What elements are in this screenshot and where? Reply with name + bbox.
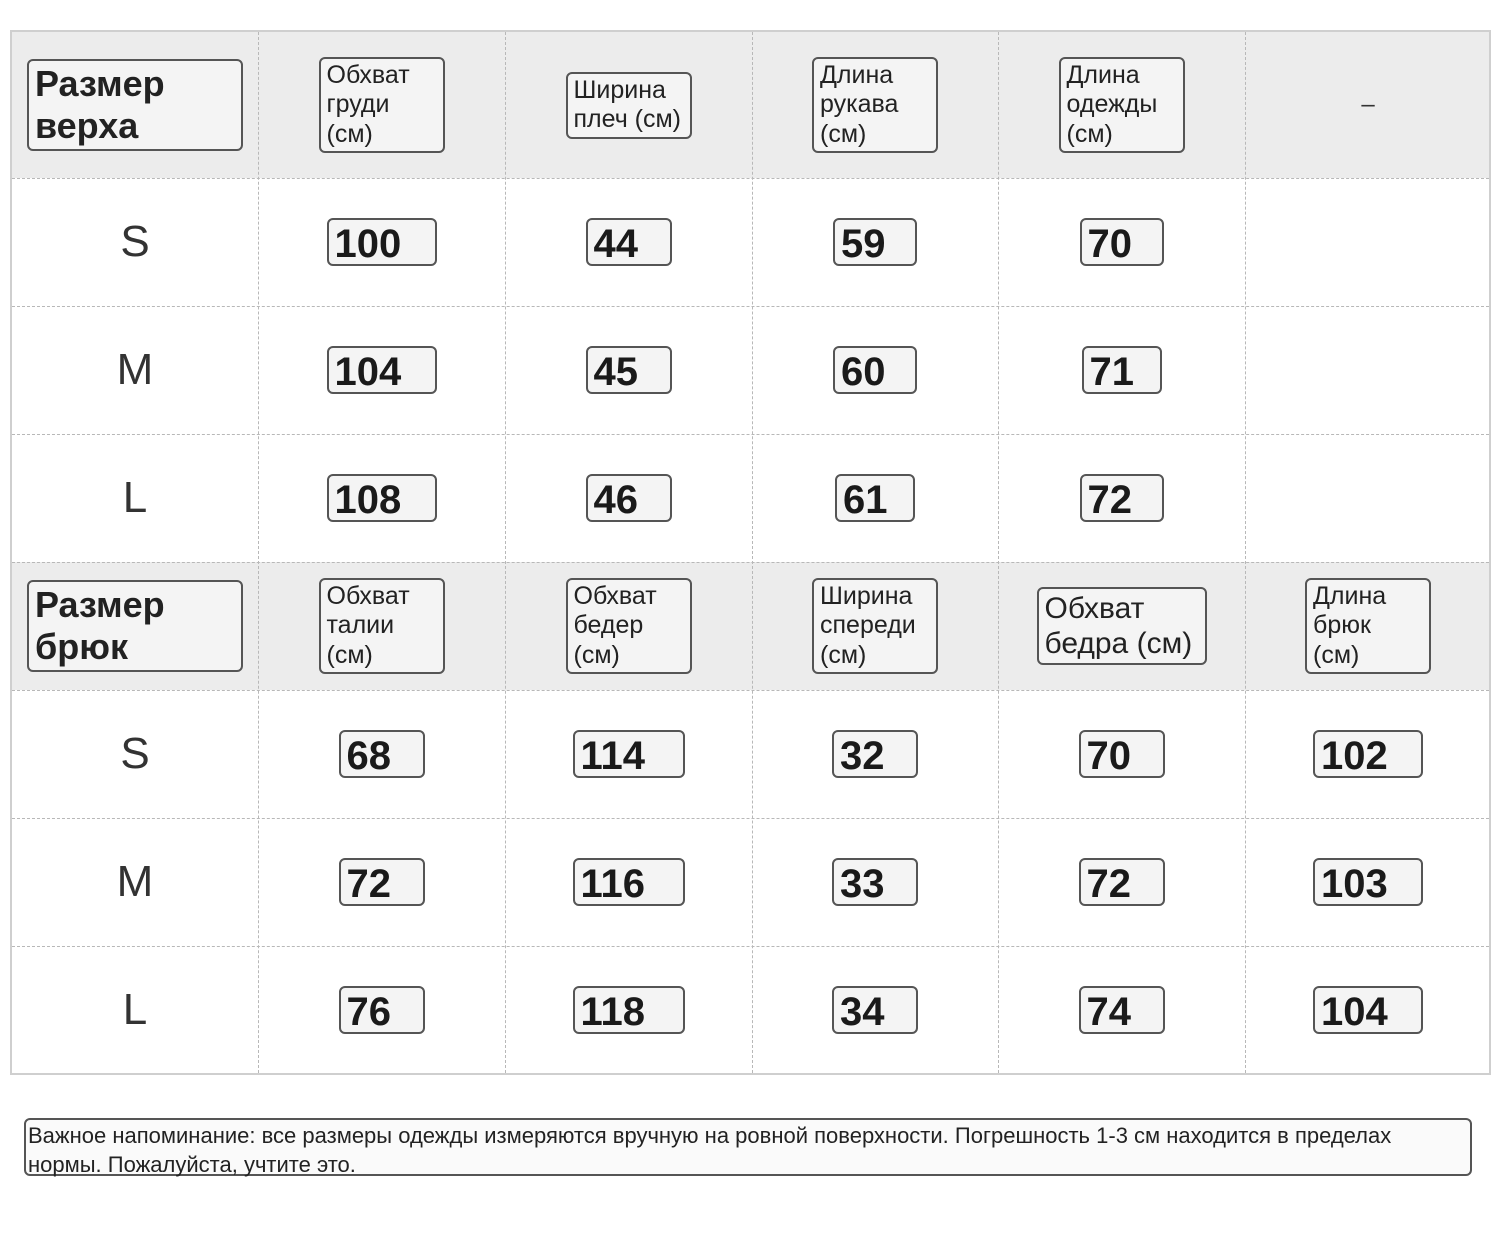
shoulder-value: 44 (586, 218, 672, 266)
size-cell (12, 434, 258, 562)
value-cell (258, 434, 505, 562)
tops-header-cell (505, 32, 752, 178)
value-cell (1245, 946, 1491, 1074)
tops-header-cell (998, 32, 1245, 178)
length-value: 71 (1082, 346, 1162, 394)
pants-length-value: 103 (1313, 858, 1423, 906)
value-cell (752, 178, 998, 306)
sleeve-value: 60 (833, 346, 917, 394)
pants-header-cell (998, 562, 1245, 690)
measurement-note: Важное напоминание: все размеры одежды измеряются вручную на ровной поверхности. Погрешность 1-3 см находится в пределах нормы. Пожалуйста, учтите это. (24, 1118, 1472, 1176)
value-cell (752, 306, 998, 434)
value-cell (752, 946, 998, 1074)
value-cell (998, 818, 1245, 946)
tops-size-header: Размер верха (27, 59, 243, 152)
waist-header: Обхват талии (см) (319, 578, 445, 675)
tops-header-cell (752, 32, 998, 178)
chest-header: Обхват груди (см) (319, 57, 445, 154)
value-cell (998, 178, 1245, 306)
tops-header-cell (258, 32, 505, 178)
value-cell (998, 306, 1245, 434)
shoulder-header: Ширина плеч (см) (566, 72, 692, 139)
pants-header-cell (752, 562, 998, 690)
size-label: L (122, 473, 148, 522)
pants-length-header: Длина брюк (см) (1305, 578, 1431, 675)
chest-value: 100 (327, 218, 437, 266)
thigh-value: 72 (1079, 858, 1165, 906)
length-value: 70 (1080, 218, 1164, 266)
garment-length-header: Длина одежды (см) (1059, 57, 1185, 154)
tops-header-cell (1245, 32, 1491, 178)
size-cell (12, 178, 258, 306)
length-value: 72 (1080, 474, 1164, 522)
waist-value: 68 (339, 730, 425, 778)
value-cell (752, 818, 998, 946)
shoulder-value: 45 (586, 346, 672, 394)
pants-length-value: 102 (1313, 730, 1423, 778)
value-cell (998, 690, 1245, 818)
hip-value: 118 (573, 986, 685, 1034)
pants-length-value: 104 (1313, 986, 1423, 1034)
hip-value: 116 (573, 858, 685, 906)
hip-value: 114 (573, 730, 685, 778)
waist-value: 72 (339, 858, 425, 906)
sleeve-header: Длина рукава (см) (812, 57, 938, 154)
pants-size-header: Размер брюк (27, 580, 243, 673)
waist-value: 76 (339, 986, 425, 1034)
empty-header-dash: – (1361, 91, 1375, 118)
front-width-value: 33 (832, 858, 918, 906)
size-label: M (116, 857, 154, 906)
chest-value: 108 (327, 474, 437, 522)
thigh-value: 70 (1079, 730, 1165, 778)
front-width-header: Ширина спереди (см) (812, 578, 938, 675)
size-label: M (116, 345, 154, 394)
value-cell (1245, 818, 1491, 946)
size-cell (12, 946, 258, 1074)
size-label: L (122, 985, 148, 1034)
chest-value: 104 (327, 346, 437, 394)
value-cell (505, 306, 752, 434)
pants-header-cell (505, 562, 752, 690)
size-label: S (120, 729, 150, 778)
size-cell (12, 690, 258, 818)
value-cell (998, 946, 1245, 1074)
front-width-value: 34 (832, 986, 918, 1034)
pants-header-cell (12, 562, 258, 690)
tops-header-cell (12, 32, 258, 178)
value-cell (505, 434, 752, 562)
value-cell (998, 434, 1245, 562)
thigh-header: Обхват бедра (см) (1037, 587, 1207, 666)
value-cell (752, 690, 998, 818)
value-cell (1245, 690, 1491, 818)
value-cell (505, 690, 752, 818)
front-width-value: 32 (832, 730, 918, 778)
pants-header-cell (258, 562, 505, 690)
sleeve-value: 59 (833, 218, 917, 266)
size-chart-table (10, 30, 1491, 1075)
size-label: S (120, 217, 150, 266)
value-cell (258, 946, 505, 1074)
shoulder-value: 46 (586, 474, 672, 522)
value-cell (258, 818, 505, 946)
pants-header-cell (1245, 562, 1491, 690)
value-cell (258, 690, 505, 818)
sleeve-value: 61 (835, 474, 915, 522)
value-cell (505, 818, 752, 946)
value-cell (752, 434, 998, 562)
value-cell (258, 306, 505, 434)
value-cell (505, 946, 752, 1074)
thigh-value: 74 (1079, 986, 1165, 1034)
value-cell (258, 178, 505, 306)
size-cell (12, 306, 258, 434)
hip-header: Обхват бедер (см) (566, 578, 692, 675)
size-cell (12, 818, 258, 946)
value-cell (505, 178, 752, 306)
